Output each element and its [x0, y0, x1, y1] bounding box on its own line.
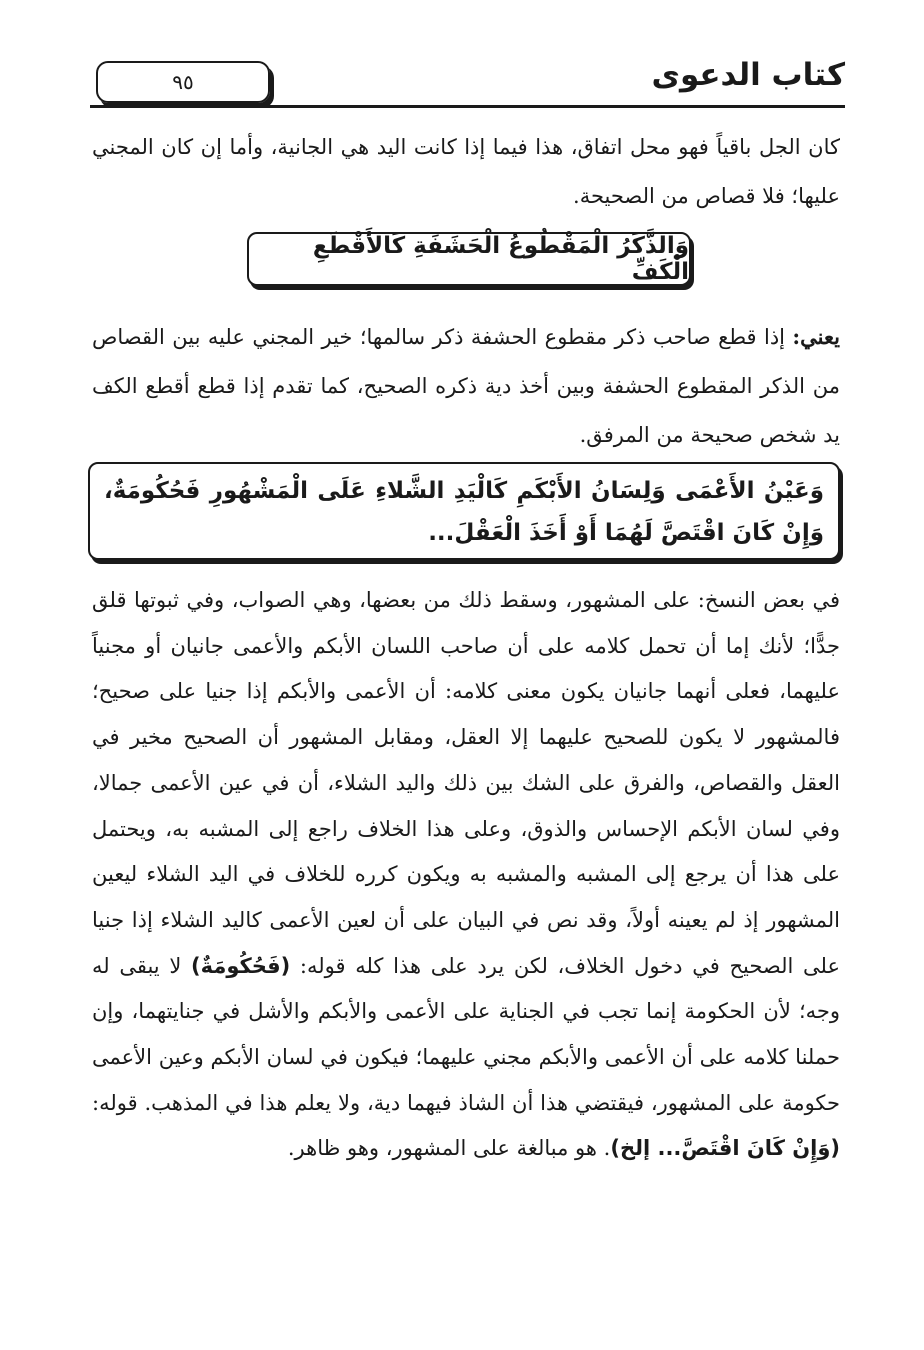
paragraph-3 — [92, 578, 840, 1172]
matn-box-1 — [247, 232, 691, 286]
quote-wa-in-kana: (وَإِنْ كَانَ اقْتَصَّ... إلخ) — [610, 1136, 840, 1161]
paragraph-2-text: إذا قطع صاحب ذكر مقطوع الحشفة ذكر سالمها؛ خير المجني عليه بين القصاص من الذكر المقطوع الحشفة وبين أخذ دية ذكره الصحيح، كما تقدم إذا قطع أقطع الكف يد شخص صحيحة من المرفق. — [92, 325, 840, 447]
page-number: ٩٥ — [172, 70, 194, 94]
page-number-box — [96, 61, 270, 103]
paragraph-3-text-a: في بعض النسخ: على المشهور، وسقط ذلك من بعضها، وهي الصواب، وفي ثبوتها قلق جدًّا؛ لأنك إما أن تحمل كلامه على أن صاحب اللسان الأبكم والأعمى جانيان أو مجنياً عليهما، فعلى أنهما جانيان يكون معنى كلامه: أن الأعمى والأبكم إذا جنيا على صحيح؛ فالمشهور لا يكون للصحيح عليهما إلا العقل، ومقابل المشهور أن الصحيح مخير في العقل والقصاص، والفرق على الشك بين ذلك واليد الشلاء، أن في عين الأعمى جمالا، وفي لسان الأبكم الإحساس والذوق، وعلى هذا الخلاف راجع إلى المشبه به، ويحتمل على هذا أن يرجع إلى المشبه والمشبه به ويكون كرره للخلاف في اليد الشلاء ليعين المشهور إذ لم يعينه أولاً، وقد نص في البيان على أن لعين الأعمى كاليد الشلاء إذا جنيا على الصحيح في دخول الخلاف، لكن يرد على هذا كله قوله: — [92, 588, 841, 978]
paragraph-2 — [92, 312, 840, 460]
paragraph-2-lead: يعني: — [792, 324, 840, 349]
page-header — [90, 55, 845, 113]
book-title: كتاب الدعوى — [651, 57, 845, 93]
paragraph-1-text: كان الجل باقياً فهو محل اتفاق، هذا فيما إذا كانت اليد هي الجانية، وأما إن كان المجني عليها؛ فلا قصاص من الصحيحة. — [92, 135, 840, 208]
matn-1-text: وَالذَّكَرُ الْمَقْطُوعُ الْحَشَفَةِ كَالأَقْطَعِ الْكَفِّ — [312, 233, 689, 285]
paragraph-3-text-c: . هو مبالغة على المشهور، وهو ظاهر. — [287, 1136, 611, 1161]
quote-fahukuma: (فَحُكُومَةٌ) — [191, 953, 291, 978]
paragraph-3-text-b: لا يبقى له وجه؛ لأن الحكومة إنما تجب في الجناية على الأعمى والأبكم والأشل في جنايتهما، وإن حملنا كلامه على أن الأعمى والأبكم مجني عليهما؛ فيكون في لسان الأبكم وعين الأعمى حكومة على المشهور، فيقتضي هذا أن الشاذ فيهما دية، ولا يعلم هذا في المذهب. قوله: — [92, 953, 840, 1115]
matn-2-text: وَعَيْنُ الأَعْمَى وَلِسَانُ الأَبْكَمِ كَالْيَدِ الشَّلاءِ عَلَى الْمَشْهُورِ فَحُكُومَةٌ، وَإِنْ كَانَ اقْتَصَّ لَهُمَا أَوْ أَخَذَ الْعَقْلَ... — [104, 478, 824, 546]
matn-box-2 — [88, 462, 840, 560]
header-rule — [90, 105, 845, 108]
paragraph-1 — [92, 123, 840, 221]
